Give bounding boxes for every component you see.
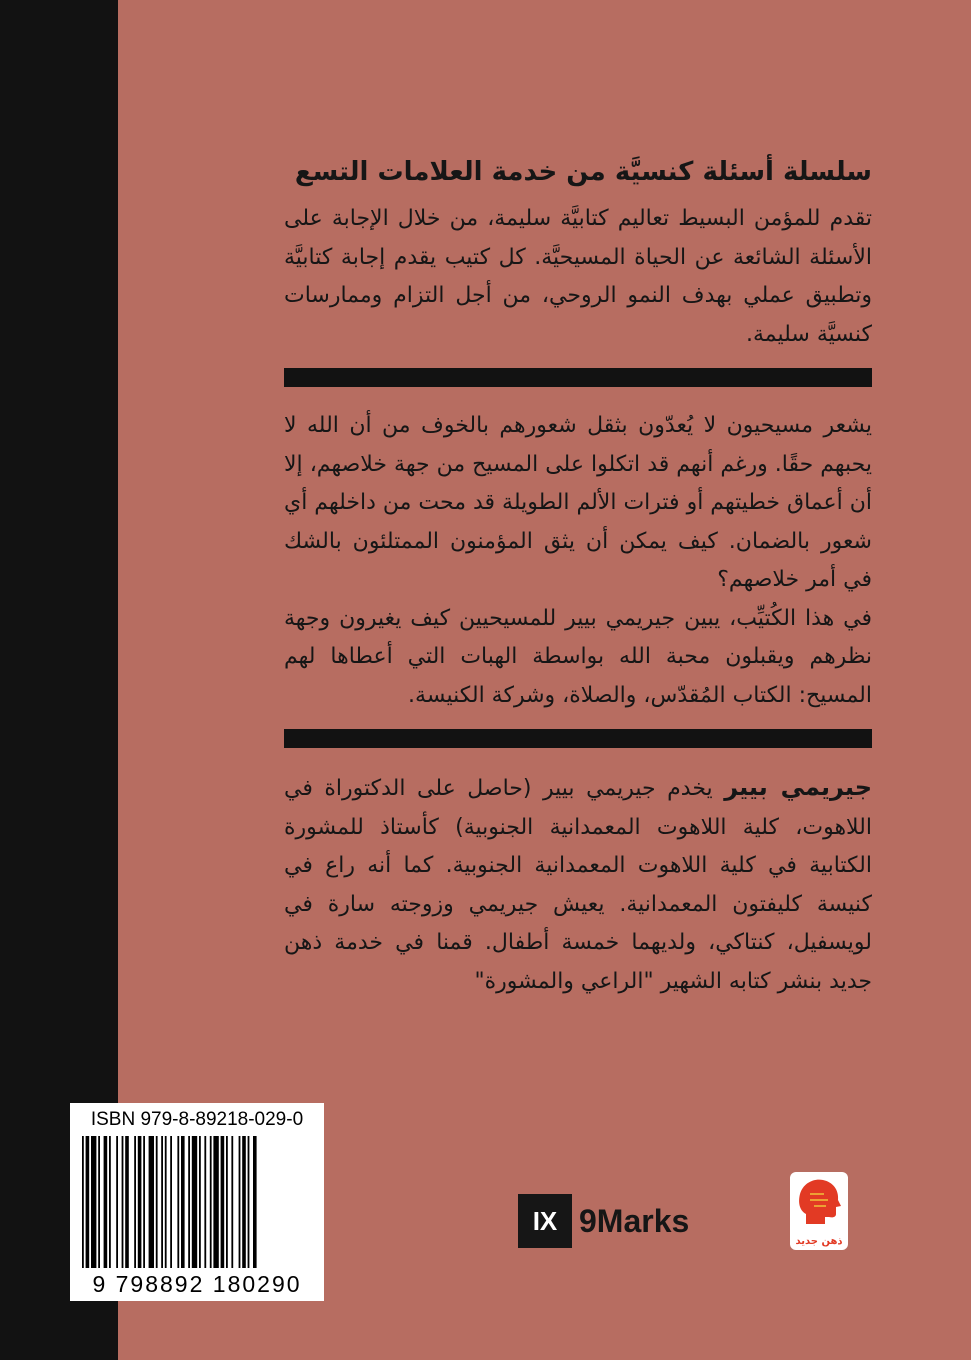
series-description: تقدم للمؤمن البسيط تعاليم كتابيَّة سليمة، من خلال الإجابة على الأسئلة الشائعة عن الحياة المسيحيَّة. كل كتيب يقدم إجابة كتابيَّة وتطبيق عملي بهدف النمو الروحي، من أجل التزام وممارسات كنسيَّة سليمة. [284, 206, 872, 347]
ninemarks-mark: IX [518, 1194, 572, 1248]
author-name: جيريمي بيير [724, 773, 873, 801]
blurb-paragraph-2: في هذا الكُتيِّب، يبين جيريمي بيير للمسيحيين كيف يغيرون وجهة نظرهم ويقبلون محبة الله بواسطة الهبات التي أعطاها لهم المسيح: الكتاب المُقدّس، والصلاة، وشركة الكنيسة. [284, 605, 872, 708]
ean-digits: 9 798892 180290 [92, 1271, 302, 1297]
author-section [284, 768, 872, 1001]
series-title: سلسلة أسئلة كنسيَّة من خدمة العلامات التسع [294, 157, 872, 187]
divider-rule [284, 368, 872, 387]
divider-rule [284, 729, 872, 748]
blurb-paragraph-1: يشعر مسيحيون لا يُعدّون بثقل شعورهم بالخوف من أن الله لا يحبهم حقًا. ورغم أنهم قد اتكلوا على المسيح من جهة خلاصهم، إلا أن أعماق خطيتهم أو فترات الألم الطويلة قد محت من داخلهم أي شعور بالضمان. كيف يمكن أن يثق المؤمنون الممتلئون بالشك في أمر خلاصهم؟ [283, 413, 872, 592]
back-cover-text [284, 150, 872, 1001]
head-silhouette-icon [790, 1172, 848, 1232]
author-bio: يخدم جيريمي بيير (حاصل على الدكتوراة في اللاهوت، كلية اللاهوت المعمدانية الجنوبية) كأستاذ للمشورة الكتابية في كلية اللاهوت المعمدانية الجنوبية. كما أنه راع في كنيسة كليفتون المعمدانية. يعيش جيريمي وزوجته سارة في لويسفيل، كنتاكي، ولديهما خمسة أطفال. قمنا في خدمة ذهن جديد بنشر كتابه الشهير "الراعي والمشورة" [284, 776, 872, 994]
imprint-name: ذهن جديد [795, 1236, 843, 1247]
isbn-barcode-block [70, 1103, 324, 1301]
ninemarks-logo [518, 1194, 689, 1248]
ninemarks-name: 9Marks [579, 1202, 690, 1239]
isbn-number: ISBN 979-8-89218-029-0 [90, 1109, 304, 1130]
barcode-image [80, 1136, 314, 1268]
dhahan-jadeed-logo [790, 1172, 848, 1250]
